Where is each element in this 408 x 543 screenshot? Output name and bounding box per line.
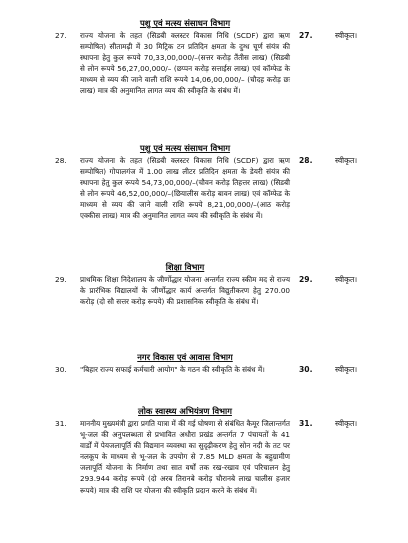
- approval-status: स्वीकृत।: [335, 156, 358, 165]
- item-number: 28.: [55, 156, 67, 165]
- approval-status: स्वीकृत।: [335, 31, 358, 40]
- department-heading: शिक्षा विभाग: [165, 262, 205, 272]
- reference-number: 30.: [299, 365, 313, 374]
- item-description: "बिहार राज्य सफाई कर्मचारी आयोग" के गठन की स्वीकृति के संबंध में।: [80, 365, 265, 374]
- approval-status: स्वीकृत।: [335, 275, 358, 284]
- reference-number: 29.: [299, 275, 313, 284]
- department-heading: लोक स्वास्थ्य अभियंत्रण विभाग: [138, 406, 232, 416]
- department-heading: पशु एवं मत्स्य संसाधन विभाग: [139, 18, 231, 28]
- item-description: प्राथमिक शिक्षा निदेशालय के जीर्णोद्धार योजना अन्तर्गत राज्य स्कीम मद से राज्य के प्रारंभिक विद्यालयों के जीर्णोद्धार कार्य अन्तर्गत विद्युतीकरण हेतु 270.00 करोड़ (दो सौ सत्तर करोड़ रूपये) की प्रशासनिक स्वीकृति के संबंध में।: [80, 275, 290, 307]
- reference-number: 27.: [299, 31, 313, 40]
- department-heading: पशु एवं मत्स्य संसाधन विभाग: [139, 143, 231, 153]
- approval-status: स्वीकृत।: [335, 365, 358, 374]
- item-number: 31.: [55, 419, 67, 428]
- item-number: 29.: [55, 275, 67, 284]
- department-heading: नगर विकास एवं आवास विभाग: [137, 352, 233, 362]
- item-description: राज्य योजना के तहत (सिडबी क्लस्टर विकास निधि (SCDF) द्वारा ऋण सम्पोषित) गोपालगंज में 1.00 लाख लीटर प्रतिदिन क्षमता के डेयरी संयंत्र की स्थापना हेतु कुल रूपये 54,73,00,000/–(चौवन करोड़ तिहत्तर लाख) (सिडबी से लोन रूपये 46,52,00,000/–(छियालीस करोड़ बावन लाख) एवं कॉम्फेड के माध्यम से व्यय की जाने वाली राशि रूपये 8,21,00,000/–(आठ करोड़ एक्कीस लाख) मात्र की अनुमानित लागत व्यय की स्वीकृति के संबंध में।: [80, 156, 290, 221]
- item-description: माननीय मुख्यमंत्री द्वारा प्रगति यात्रा में की गई घोषणा से संबंधित कैमूर जिलान्तर्गत भू-जल की अनुपलब्धता से प्रभावित अधौरा प्रखंड अन्तर्गत 7 पंचायतों के 41 वार्डों में पेयजलापूर्ति की विद्यमान व्यवस्था का सुदृढ़ीकरण हेतु सोन नदी के तट पर नलकूप के माध्यम से भू-जल के उपयोग से 7.85 MLD क्षमता के बहुग्रामीण जलापूर्ति योजना के निर्माण तथा सात वर्षों तक रख-रखाव एवं परिचालन हेतु 293.944 करोड़ रूपये (दो अरब तिरानबे करोड़ चौरानबे लाख चालीस हजार रूपये) मात्र की राशि पर योजना की स्वीकृति प्रदान करने के संबंध में।: [80, 419, 290, 495]
- reference-number: 31.: [299, 419, 313, 428]
- reference-number: 28.: [299, 156, 313, 165]
- item-number: 27.: [55, 31, 67, 40]
- approval-status: स्वीकृत।: [335, 419, 358, 428]
- item-number: 30.: [55, 365, 67, 374]
- item-description: राज्य योजना के तहत (सिडबी क्लस्टर विकास निधि (SCDF) द्वारा ऋण सम्पोषित) सीतामढ़ी में 30 मिट्रिक टन प्रतिदिन क्षमता के दुग्ध चूर्ण संयंत्र की स्थापना हेतु कुल रूपये 70,33,00,000/–(सत्तर करोड़ तैंतीस लाख) (सिडबी से लोन रूपये 56,27,00,000/– (छप्पन करोड़ सत्ताईस लाख) एवं कॉम्फेड के माध्यम से व्यय की जाने वाली राशि रूपये 14,06,00,000/– (चौदह करोड़ छः लाख) मात्र की अनुमानित लागत व्यय की स्वीकृति के संबंध में।: [80, 31, 290, 96]
